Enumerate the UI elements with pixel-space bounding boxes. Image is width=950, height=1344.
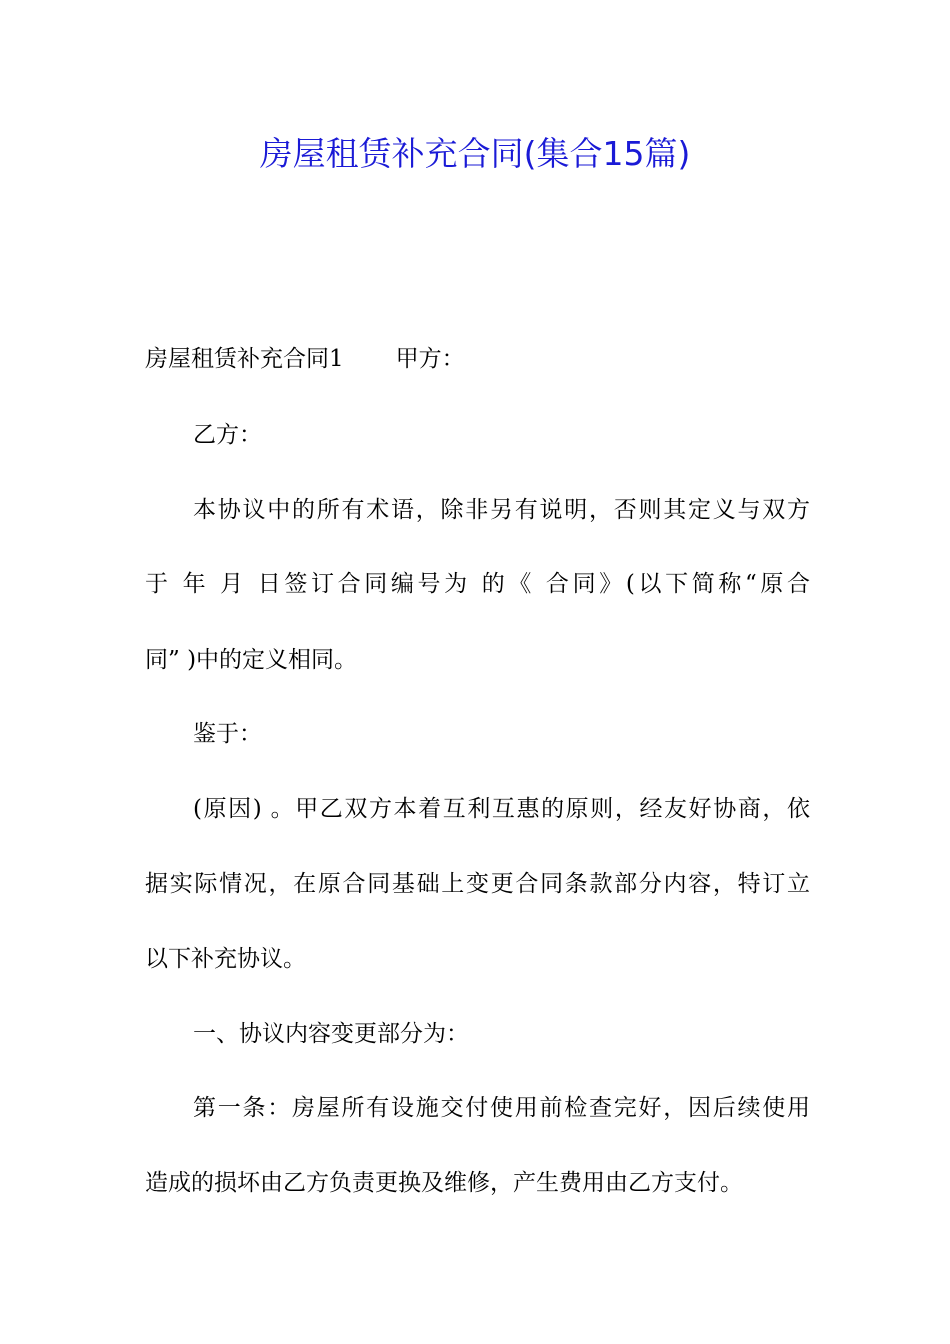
party-b-label: 乙方： bbox=[193, 422, 262, 448]
section-heading: 一、协议内容变更部分为： bbox=[193, 1021, 469, 1047]
paragraph-line bbox=[145, 343, 810, 375]
paragraph-line: 第一条：房屋所有设施交付使用前检查完好，因后续使用 bbox=[193, 1095, 810, 1121]
paragraph-line: 据实际情况，在原合同基础上变更合同条款部分内容，特订立 bbox=[145, 871, 810, 897]
contract-heading: 房屋租赁补充合同1 bbox=[145, 346, 344, 372]
paragraph-line: 本协议中的所有术语，除非另有说明，否则其定义与双方 bbox=[193, 497, 810, 523]
paragraph-line: (原因) 。甲乙双方本着互利互惠的原则，经友好协商，依 bbox=[193, 796, 810, 822]
paragraph-line: 造成的损坏由乙方负责更换及维修，产生费用由乙方支付。 bbox=[145, 1170, 743, 1196]
party-a-label: 甲方： bbox=[395, 346, 465, 372]
paragraph-line: 以下补充协议。 bbox=[145, 946, 306, 972]
paragraph-line: 于 年 月 日签订合同编号为 的《 合同》(以下简称“原合 bbox=[145, 571, 810, 597]
paragraph-line: 鉴于： bbox=[193, 721, 262, 747]
document-title: 房屋租赁补充合同(集合15篇) bbox=[259, 134, 691, 173]
paragraph-line: 同” )中的定义相同。 bbox=[145, 647, 358, 673]
